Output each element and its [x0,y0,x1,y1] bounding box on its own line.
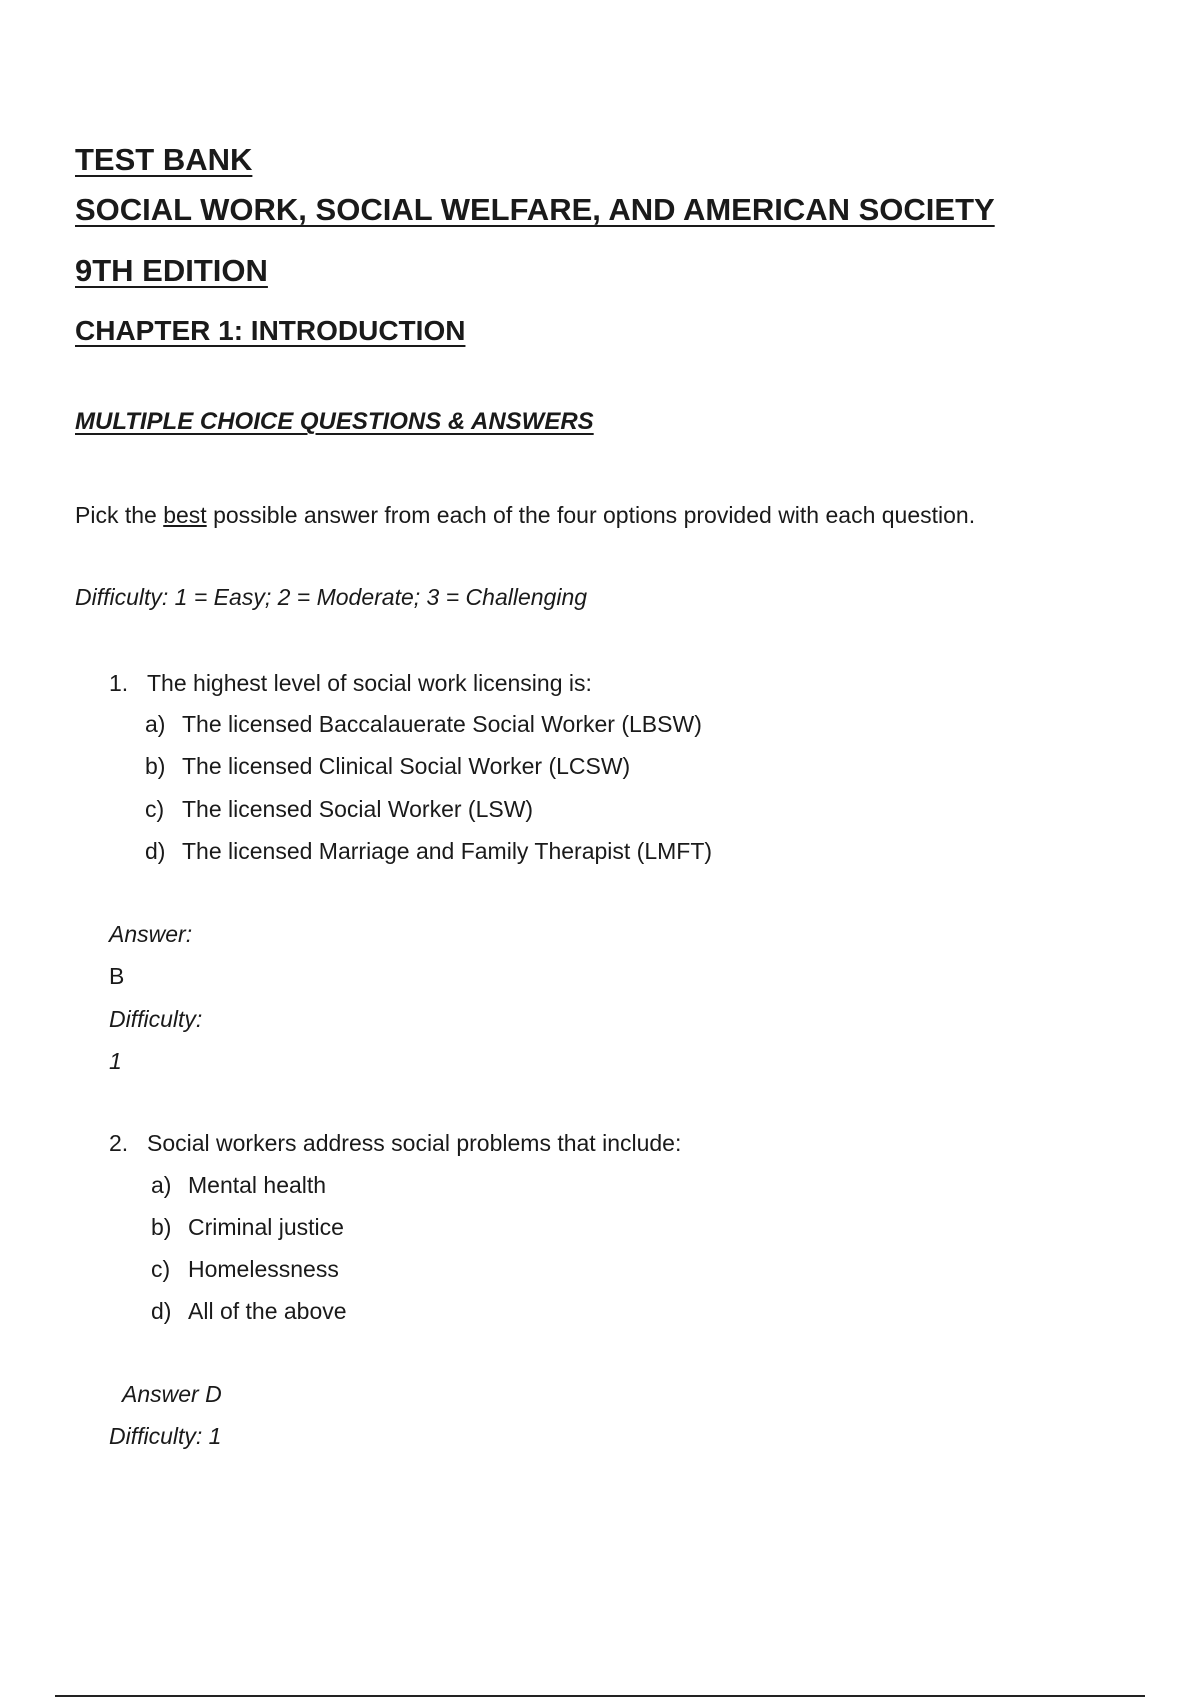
option-letter: b) [145,753,166,779]
difficulty-value: 1 [109,1048,122,1074]
answer-value: B [109,963,125,989]
option-text: Homelessness [188,1256,339,1282]
chapter-title: CHAPTER 1: INTRODUCTION [75,315,466,346]
question-text: The highest level of social work licensing is: [147,670,592,696]
option-letter: a) [151,1172,172,1198]
option-2a [151,1172,326,1199]
option-letter: b) [151,1214,172,1240]
question-number: 2. [109,1130,129,1156]
option-text: Criminal justice [188,1214,344,1240]
instructions-before: Pick the [75,502,164,528]
option-letter: d) [151,1298,172,1324]
option-1d [145,838,712,865]
question-1 [109,670,592,697]
option-text: The licensed Social Worker (LSW) [182,796,534,822]
option-text: The licensed Baccalauerate Social Worker (LBSW) [182,711,702,737]
option-letter: a) [145,711,166,737]
option-1c [145,796,533,823]
option-text: The licensed Marriage and Family Therapist (LMFT) [182,838,713,864]
answer-label: Answer: [109,921,193,947]
question-number: 1. [109,670,129,696]
footer-divider [55,1695,1145,1697]
option-2b [151,1214,344,1241]
option-2c [151,1256,339,1283]
section-title: MULTIPLE CHOICE QUESTIONS & ANSWERS [75,408,594,435]
option-text: The licensed Clinical Social Worker (LCSW) [182,753,631,779]
difficulty-key: Difficulty: 1 = Easy; 2 = Moderate; 3 = Challenging [75,584,588,610]
instructions-emphasis: best [163,502,207,528]
header-test-bank: TEST BANK [75,142,253,177]
header-book-title: SOCIAL WORK, SOCIAL WELFARE, AND AMERICAN SOCIETY [75,192,995,227]
header-edition: 9TH EDITION [75,253,268,288]
difficulty-label: Difficulty: [109,1006,203,1032]
option-1a [145,711,702,738]
option-text: Mental health [188,1172,327,1198]
question-text: Social workers address social problems that include: [147,1130,682,1156]
option-letter: c) [145,796,165,822]
answer-line: Answer D [122,1381,222,1407]
instructions [75,502,975,529]
instructions-after: possible answer from each of the four options provided with each question. [206,502,976,528]
option-2d [151,1298,347,1325]
option-1b [145,753,630,780]
question-2 [109,1130,681,1157]
difficulty-line: Difficulty: 1 [109,1423,222,1449]
option-letter: d) [145,838,166,864]
option-letter: c) [151,1256,171,1282]
option-text: All of the above [188,1298,347,1324]
